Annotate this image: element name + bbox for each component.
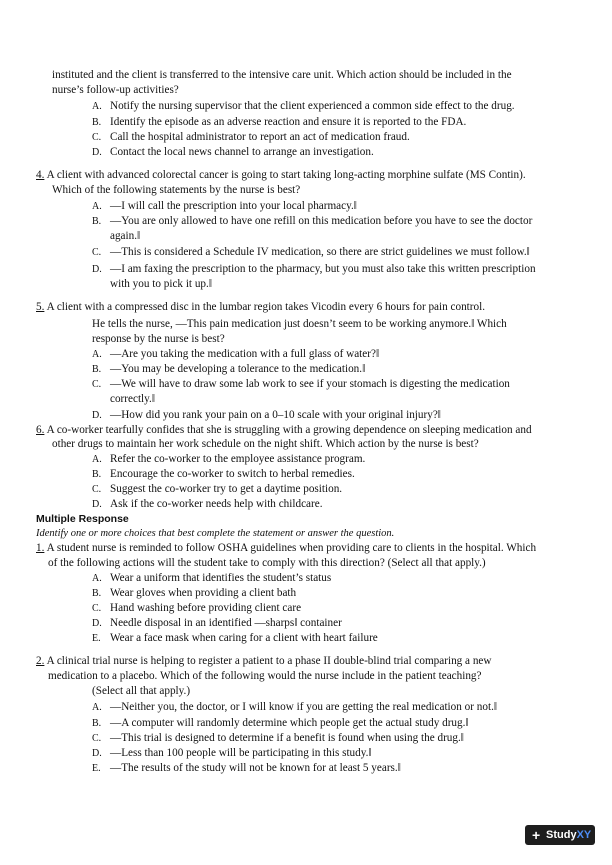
q3-stem-line-1: instituted and the client is transferred to the intensive care unit. Which action should be included in the	[52, 69, 512, 81]
q6-stem-line-1: 6. A co-worker tearfully confides that she is struggling with a growing dependence on sleeping medication and	[36, 424, 532, 436]
q4-stem-line-2: Which of the following statements by the nurse is best?	[52, 184, 301, 196]
mr1-stem-line-2: of the following actions will the student take to comply with this direction? (Select all that apply.)	[48, 557, 486, 569]
studyxy-logo[interactable]	[525, 825, 595, 845]
plus-icon: +	[532, 827, 541, 843]
q4-option-d-cont: with you to pick it up.‖	[110, 278, 212, 290]
q5-stem-line-3: response by the nurse is best?	[92, 333, 225, 345]
brand-name-a: Study	[546, 829, 577, 841]
q3-stem-line-2: nurse’s follow-up activities?	[52, 84, 179, 96]
q4-option-b-cont: again.‖	[110, 230, 141, 242]
section-title: Multiple Response	[36, 513, 129, 525]
mr1-stem-line-1: 1. A student nurse is reminded to follow OSHA guidelines when providing care to clients in the hospital. Which	[36, 542, 537, 554]
document-page: instituted and the client is transferred to the intensive care unit. Which action should be included in the nurse’s follow-up activities? A. Notify the nursing supervisor that the client experienced a common side effect to the drug. B. Identify the episode as an adverse reaction and ensure it is reported to the FDA. C. Call the hospital administrator to report an act of medication fraud. D. Contact the local news channel to arrange an investigation. 4. A client with advanced colorectal cancer is going to start taking long-acting morphine sulfate (MS Contin). Which of the following statements by the nurse is best? A. ―I will call the prescription into your local pharmacy.‖ B. ―You are only allowed to have one refill on this medication before you have to see the doctor again.‖ C. ―This is considered a Schedule IV medication, so there are strict guidelines we must follow.‖ D. ―I am faxing the prescription to the pharmacy, but you must also take this written prescription with you to pick it up.‖ 5. A client with a compressed disc in the lumbar region takes Vicodin every 6 hours for pain control. He tells the nurse, ―This pain medication just doesn’t seem to be working anymore.‖ Which response by the nurse is best? A. ―Are you taking the medication with a full glass of water?‖ B. ―You may be developing a tolerance to the medication.‖ C. ―We will have to draw some lab work to see if your stomach is digesting the medication correctly.‖ D. ―How did you rank your pain on a 0–10 scale with your original injury?‖ 6. A co-worker tearfully confides that she is struggling with a growing dependence on sleeping medication and other drugs to maintain her work schedule on the night shift. Which action by the nurse is best? A. Refer the co-worker to the employee assistance program. B. Encourage the co-worker to switch to herbal remedies. C. Suggest the co-worker try to get a daytime position. D. Ask if the co-worker needs help with childcare. Multiple Response Identify one or more choices that best complete the statement or answer the question. 1. A student nurse is reminded to follow OSHA guidelines when providing care to clients in the hospital. Which of the following actions will the student take to comply with this direction? (Select all that apply.) A. Wear a uniform that identifies the student’s status B. Wear gloves when providing a client bath C. Hand washing before providing client care D. Needle disposal in an identified ―sharps‖ container E. Wear a face mask when caring for a client with heart failure 2. A clinical trial nurse is helping to register a patient to a phase II double-blind trial comparing a new medication to a placebo. Which of the following would the nurse include in the patient teaching? (Select all that apply.) A. ―Neither you, the doctor, or I will know if you are getting the real medication or not.‖ B. ―A computer will randomly determine which people get the actual study drug.‖ C. ―This trial is designed to determine if a benefit is found when using the drug.‖ D. ―Less than 100 people will be participating in this study.‖ E. ―The results of the study will not be known for at least 5 years.‖ + StudyXY	[0, 0, 612, 865]
q5-stem-line-1: 5. A client with a compressed disc in the lumbar region takes Vicodin every 6 hours for pain control.	[36, 301, 486, 313]
brand-name-b: XY	[576, 829, 592, 841]
q5-option-c-cont: correctly.‖	[110, 393, 155, 405]
mr2-stem-line-1: 2. A clinical trial nurse is helping to register a patient to a phase II double-blind trial comparing a new	[36, 655, 492, 667]
mr2-stem-line-2: medication to a placebo. Which of the following would the nurse include in the patient teaching?	[48, 670, 482, 682]
section-instructions: Identify one or more choices that best complete the statement or answer the question.	[36, 528, 395, 539]
q4-stem-line-1: 4. A client with advanced colorectal cancer is going to start taking long-acting morphine sulfate (MS Contin).	[36, 169, 526, 181]
mr2-stem-line-3: (Select all that apply.)	[92, 685, 191, 697]
q5-stem-line-2: He tells the nurse, ―This pain medication just doesn’t seem to be working anymore.‖ Which	[92, 318, 507, 330]
q6-stem-line-2: other drugs to maintain her work schedule on the night shift. Which action by the nurse is best?	[52, 438, 479, 450]
